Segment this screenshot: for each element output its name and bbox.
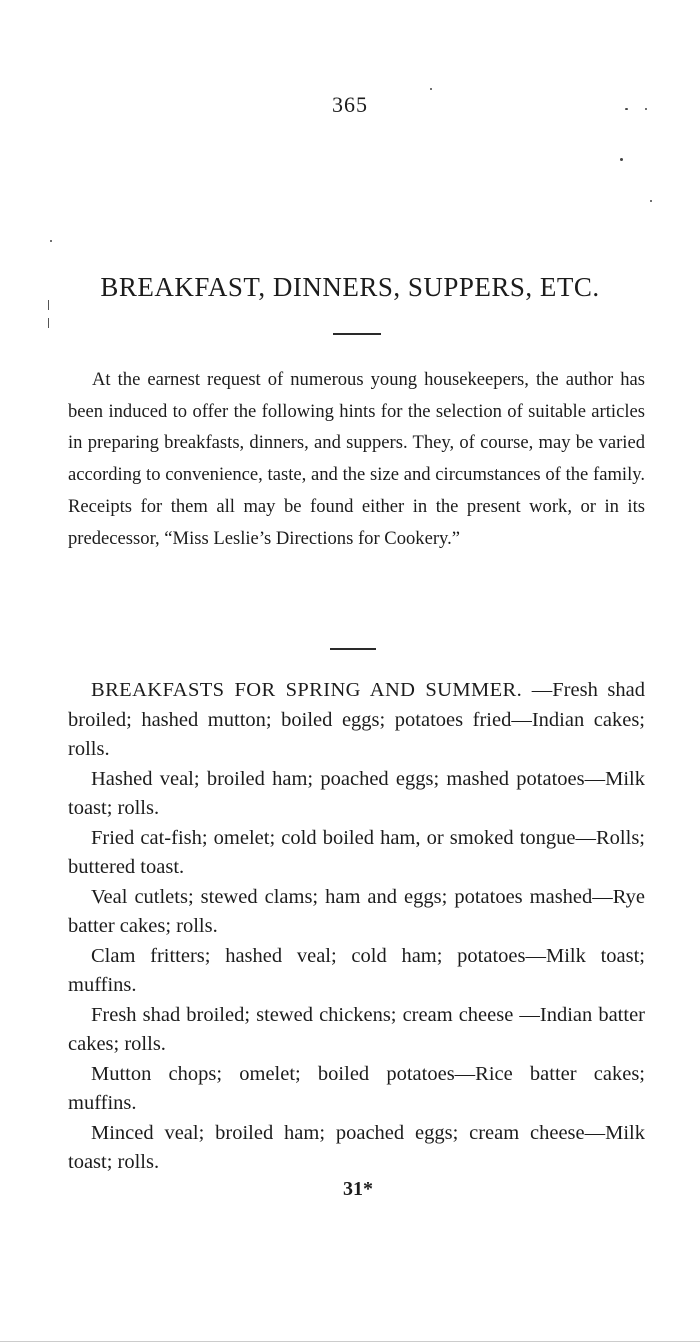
section-divider bbox=[330, 648, 376, 650]
section-heading: BREAKFASTS FOR SPRING AND SUMMER. bbox=[91, 679, 523, 701]
menu-item-first bbox=[68, 676, 645, 765]
menu-item: Mutton chops; omelet; boiled potatoes—Rice batter cakes; muffins. bbox=[68, 1062, 645, 1114]
margin-mark bbox=[48, 300, 49, 310]
ink-speck bbox=[645, 108, 647, 110]
intro-paragraph: At the earnest request of numerous young housekeepers, the author has been induced to offer the following hints for the selection of suitable articles in preparing breakfasts, dinners, and suppers. They, of course, may be varied according to convenience, taste, and the size and circumstances of the family. Receipts for them all may be found either in the present work, or in its predecessor, “Miss Leslie’s Directions for Cookery.” bbox=[68, 369, 645, 549]
breakfast-menu-list bbox=[68, 676, 645, 1178]
ink-speck bbox=[430, 88, 432, 90]
signature-mark: 31* bbox=[343, 1178, 373, 1200]
page-number: 365 bbox=[332, 92, 368, 117]
title-divider bbox=[333, 333, 381, 335]
margin-mark bbox=[48, 318, 49, 328]
menu-item: Fried cat-fish; omelet; cold boiled ham, or smoked tongue—Rolls; buttered toast. bbox=[68, 826, 645, 878]
menu-item: Clam fritters; hashed veal; cold ham; potatoes—Milk toast; muffins. bbox=[68, 944, 645, 996]
menu-item: Veal cutlets; stewed clams; ham and eggs; potatoes mashed—Rye batter cakes; rolls. bbox=[68, 885, 645, 937]
menu-item: Hashed veal; broiled ham; poached eggs; mashed potatoes—Milk toast; rolls. bbox=[68, 767, 645, 819]
ink-speck bbox=[50, 240, 52, 242]
ink-speck bbox=[625, 108, 628, 110]
scan-edge-line bbox=[0, 1341, 700, 1342]
menu-item: Minced veal; broiled ham; poached eggs; cream cheese—Milk toast; rolls. bbox=[68, 1121, 645, 1173]
page-title: BREAKFAST, DINNERS, SUPPERS, ETC. bbox=[100, 272, 600, 302]
menu-item-text: —Fresh shad broiled; hashed mutton; boiled eggs; potatoes fried—Indian cakes; rolls. bbox=[68, 679, 645, 760]
menu-item: Fresh shad broiled; stewed chickens; cream cheese —Indian batter cakes; rolls. bbox=[68, 1003, 645, 1055]
ink-speck bbox=[620, 158, 623, 161]
ink-speck bbox=[650, 200, 652, 202]
